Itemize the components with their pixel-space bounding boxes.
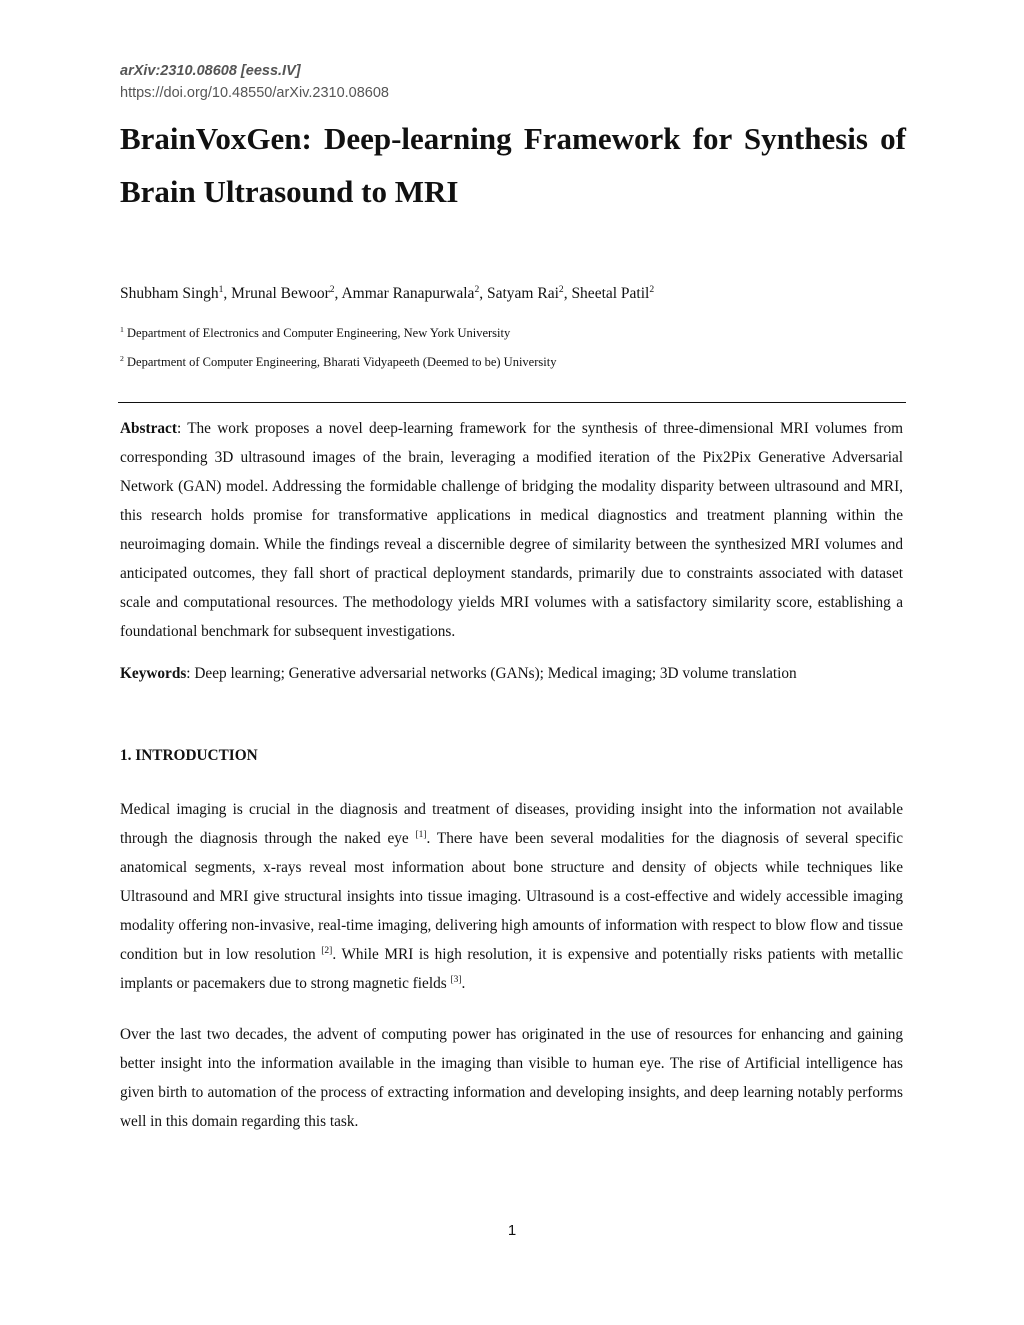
abstract-text: : The work proposes a novel deep-learning framework for the synthesis of three-dimensional MRI volumes from corresponding 3D ultrasound images of the brain, leveraging a modified iteration of the Pix2Pix Generative Adversarial Network (GAN) model. Addressing the formidable challenge of bridging the modality disparity between ultrasound and MRI, this research holds promise for transformative applications in medical diagnostics and treatment planning within the neuroimaging domain. While the findings reveal a discernible degree of similarity between the synthesized MRI volumes and anticipated outcomes, they fall short of practical deployment standards, primarily due to constraints associated with dataset scale and computational resources. The methodology yields MRI volumes with a satisfactory similarity score, establishing a foundational benchmark for subsequent investigations. [120,420,903,640]
introduction-paragraph-1 [120,795,903,998]
abstract-label: Abstract [120,420,177,437]
affiliation-1 [120,324,510,342]
author-name: Mrunal Bewoor [231,285,330,302]
author-affiliation-marker: 2 [558,283,564,295]
author-affiliation-marker: 1 [218,283,224,295]
affiliation-marker: 1 [120,324,124,334]
author-affiliation-marker: 2 [649,283,655,295]
author-list [120,282,654,306]
author-name: Ammar Ranapurwala [341,285,475,302]
author-name: Sheetal Patil [571,285,650,302]
author-affiliation-marker: 2 [329,283,335,295]
page-header [120,60,389,104]
author-separator: , [563,285,572,302]
author-name: Shubham Singh [120,285,219,302]
citation-ref[interactable]: [3] [450,974,462,985]
paragraph-text: . There have been several modalities for the diagnosis of several specific anatomical segments, x-rays reveal most information about bone structure and density of objects while techniques like Ultrasound and MRI give structural insights into tissue imaging. Ultrasound is a cost-effective and widely accessible imaging modality offering non-invasive, real-time imaging, delivering high amounts of information with respect to blow flow and tissue condition but in low resolution [120,830,903,963]
citation-ref[interactable]: [2] [321,945,333,956]
author-separator: , [223,285,232,302]
doi-link[interactable]: https://doi.org/10.48550/arXiv.2310.08608 [120,85,389,101]
author-separator: , [479,285,487,302]
author-affiliation-marker: 2 [474,283,480,295]
section-heading-introduction: 1. INTRODUCTION [120,747,258,764]
paragraph-text: . [461,975,466,992]
affiliation-text: Department of Electronics and Computer Engineering, New York University [127,326,511,340]
author-separator: , [334,285,342,302]
author-name: Satyam Rai [486,285,559,302]
affiliation-2 [120,353,556,371]
keywords-text: : Deep learning; Generative adversarial networks (GANs); Medical imaging; 3D volume translation [186,665,797,682]
keywords-paragraph [120,659,903,688]
abstract-divider [118,402,906,403]
page-number: 1 [507,1222,517,1239]
paragraph-text: . While MRI is high resolution, it is expensive and potentially risks patients with metallic implants or pacemakers due to strong magnetic fields [120,946,903,992]
affiliation-marker: 2 [120,353,124,363]
introduction-paragraph-2: Over the last two decades, the advent of computing power has originated in the use of resources for enhancing and gaining better insight into the information available in the imaging than visible to human eye. The rise of Artificial intelligence has given birth to automation of the process of extracting information and developing insights, and deep learning notably performs well in this domain regarding this task. [120,1026,903,1130]
arxiv-identifier: arXiv:2310.08608 [eess.IV] [120,63,301,79]
paper-title: BrainVoxGen: Deep-learning Framework for Synthesis of Brain Ultrasound to MRI [120,121,906,209]
abstract-paragraph [120,414,903,646]
citation-ref[interactable]: [1] [415,829,427,840]
paragraph-text: Medical imaging is crucial in the diagnosis and treatment of diseases, providing insight into the information not available through the diagnosis through the naked eye [120,801,903,847]
keywords-label: Keywords [120,665,187,682]
affiliation-text: Department of Computer Engineering, Bharati Vidyapeeth (Deemed to be) University [127,355,557,369]
